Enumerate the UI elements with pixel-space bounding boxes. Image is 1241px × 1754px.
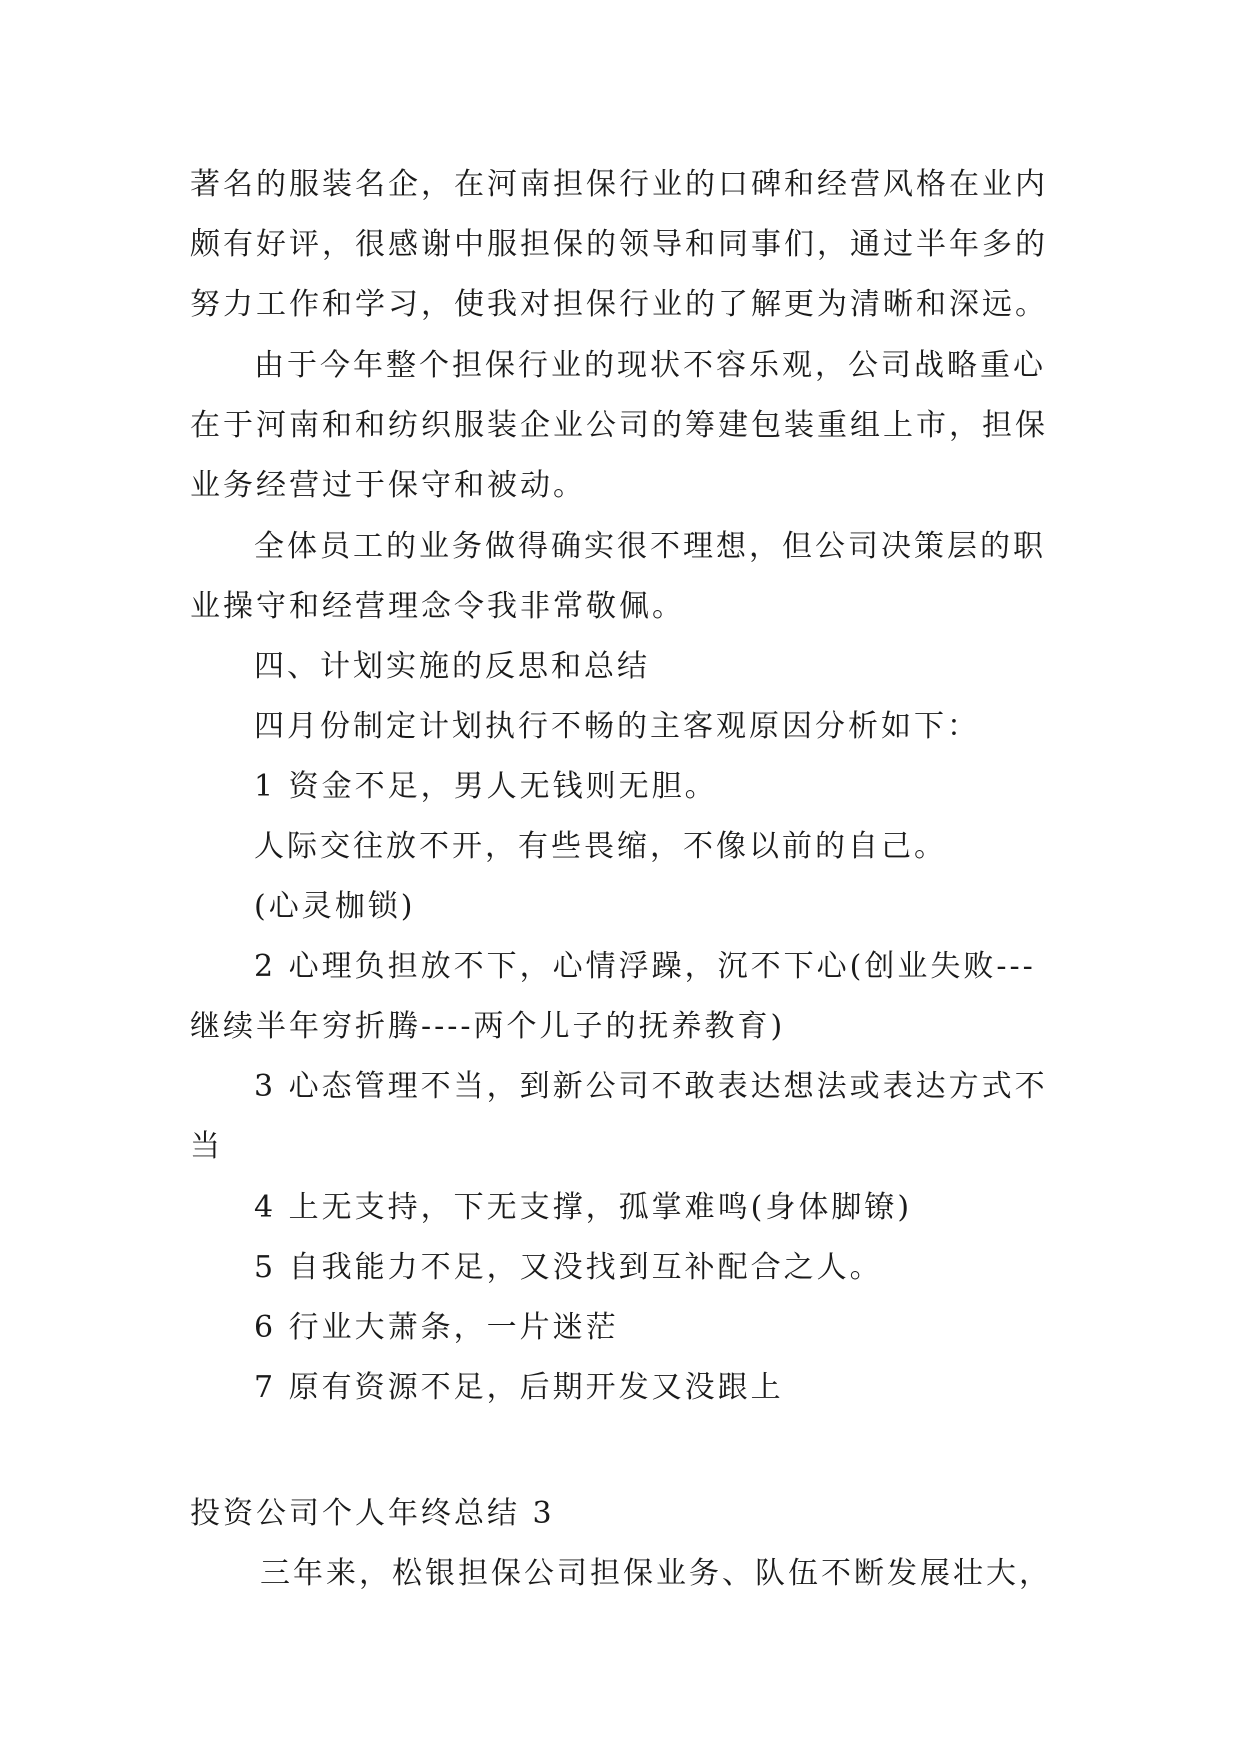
list-item-1-note: (心灵枷锁) <box>254 889 416 924</box>
paragraph-1-line-1: 著名的服装名企，在河南担保行业的口碑和经营风格在业内 <box>190 167 1048 202</box>
section-heading: 四、计划实施的反思和总结 <box>254 649 650 684</box>
list-item-2-line-2: 继续半年穷折腾----两个儿子的抚养教育) <box>190 1009 786 1044</box>
next-section-paragraph: 三年来，松银担保公司担保业务、队伍不断发展壮大， <box>260 1556 1052 1591</box>
list-item-1: 1 资金不足，男人无钱则无胆。 <box>254 769 718 804</box>
paragraph-2-line-1: 由于今年整个担保行业的现状不容乐观，公司战略重心 <box>254 348 1046 383</box>
analysis-intro: 四月份制定计划执行不畅的主客观原因分析如下： <box>254 709 980 744</box>
list-item-5: 5 自我能力不足，又没找到互补配合之人。 <box>254 1250 883 1285</box>
paragraph-3-line-2: 业操守和经营理念令我非常敬佩。 <box>190 589 685 624</box>
list-item-6: 6 行业大萧条，一片迷茫 <box>254 1310 619 1345</box>
list-item-2-line-1: 2 心理负担放不下，心情浮躁，沉不下心(创业失败--- <box>254 949 1036 984</box>
next-section-title: 投资公司个人年终总结 3 <box>190 1496 555 1531</box>
paragraph-1-line-2: 颇有好评，很感谢中服担保的领导和同事们，通过半年多的 <box>190 227 1048 262</box>
list-item-7: 7 原有资源不足，后期开发又没跟上 <box>254 1370 784 1405</box>
paragraph-1-line-3: 努力工作和学习，使我对担保行业的了解更为清晰和深远。 <box>190 287 1048 322</box>
list-item-3-line-2: 当 <box>190 1129 223 1164</box>
paragraph-3-line-1: 全体员工的业务做得确实很不理想，但公司决策层的职 <box>254 529 1046 564</box>
paragraph-2-line-3: 业务经营过于保守和被动。 <box>190 468 586 503</box>
list-item-4: 4 上无支持，下无支撑，孤掌难鸣(身体脚镣) <box>254 1190 913 1225</box>
list-item-1-detail: 人际交往放不开，有些畏缩，不像以前的自己。 <box>254 829 947 864</box>
list-item-3-line-1: 3 心态管理不当，到新公司不敢表达想法或表达方式不 <box>254 1069 1048 1104</box>
paragraph-2-line-2: 在于河南和和纺织服装企业公司的筹建包装重组上市，担保 <box>190 408 1048 443</box>
